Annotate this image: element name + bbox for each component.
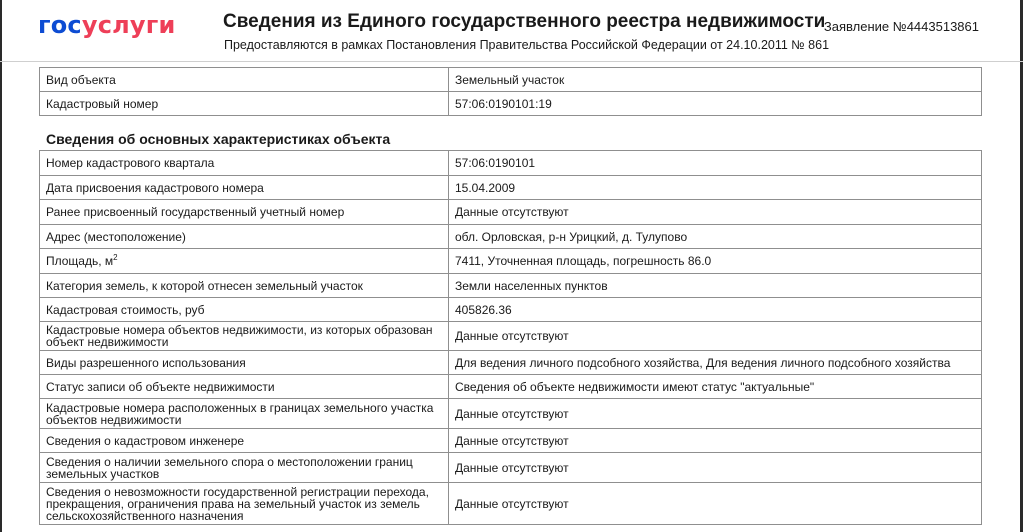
row-value: Земли населенных пунктов	[449, 274, 982, 298]
table-row	[40, 483, 982, 525]
table-row	[40, 151, 982, 176]
row-value: обл. Орловская, р-н Урицкий, д. Тулупово	[449, 225, 982, 249]
row-label: Номер кадастрового квартала	[40, 151, 449, 176]
table-row	[40, 375, 982, 399]
row-label: Адрес (местоположение)	[40, 225, 449, 249]
row-label: Кадастровые номера расположенных в границах земельного участка объектов недвижимости	[40, 399, 449, 429]
area-unit-superscript: 2	[113, 253, 118, 262]
row-label: Кадастровые номера объектов недвижимости, из которых образован объект недвижимости	[40, 322, 449, 351]
row-value: Данные отсутствуют	[449, 322, 982, 351]
row-value: Земельный участок	[449, 68, 982, 92]
row-value: Данные отсутствуют	[449, 483, 982, 525]
table-row	[40, 274, 982, 298]
row-value: 7411, Уточненная площадь, погрешность 86.0	[449, 249, 982, 274]
table-row	[40, 176, 982, 200]
table-row	[40, 92, 982, 116]
row-label: Кадастровый номер	[40, 92, 449, 116]
table-row	[40, 453, 982, 483]
row-value: Данные отсутствуют	[449, 453, 982, 483]
table-row	[40, 322, 982, 351]
header-divider	[0, 61, 1023, 62]
row-value: Сведения об объекте недвижимости имеют статус "актуальные"	[449, 375, 982, 399]
row-value: 57:06:0190101:19	[449, 92, 982, 116]
row-value: Данные отсутствуют	[449, 429, 982, 453]
row-label: Статус записи об объекте недвижимости	[40, 375, 449, 399]
logo-part-gos: гос	[38, 11, 82, 39]
table-row	[40, 399, 982, 429]
row-label: Виды разрешенного использования	[40, 351, 449, 375]
area-label: Площадь, м	[46, 254, 114, 268]
application-number: Заявление №4443513861	[823, 19, 979, 34]
row-value: Данные отсутствуют	[449, 399, 982, 429]
page-frame-left	[0, 0, 2, 532]
table-row	[40, 429, 982, 453]
section-title-characteristics: Сведения об основных характеристиках объекта	[46, 131, 391, 147]
gosuslugi-logo[interactable]	[38, 11, 176, 39]
row-label: Ранее присвоенный государственный учетный номер	[40, 200, 449, 225]
row-label: Кадастровая стоимость, руб	[40, 298, 449, 322]
row-value: 57:06:0190101	[449, 151, 982, 176]
object-table	[39, 67, 982, 116]
table-row	[40, 225, 982, 249]
characteristics-table	[39, 150, 982, 525]
row-label-area	[40, 249, 449, 274]
table-row	[40, 249, 982, 274]
document-subtitle: Предоставляются в рамках Постановления Правительства Российской Федерации от 24.10.2011 № 861	[224, 38, 830, 52]
row-value: 405826.36	[449, 298, 982, 322]
document-header	[0, 0, 1023, 62]
row-value: Данные отсутствуют	[449, 200, 982, 225]
row-value: 15.04.2009	[449, 176, 982, 200]
row-label: Сведения о невозможности государственной регистрации перехода, прекращения, ограничения права на земельный участок из земель сельскохозяйственного назначения	[40, 483, 449, 525]
row-label: Сведения о наличии земельного спора о местоположении границ земельных участков	[40, 453, 449, 483]
table-row	[40, 351, 982, 375]
logo-part-uslugi: услуги	[81, 11, 176, 39]
row-value: Для ведения личного подсобного хозяйства, Для ведения личного подсобного хозяйства	[449, 351, 982, 375]
row-label: Дата присвоения кадастрового номера	[40, 176, 449, 200]
table-row	[40, 68, 982, 92]
table-row	[40, 298, 982, 322]
row-label: Категория земель, к которой отнесен земельный участок	[40, 274, 449, 298]
row-label: Сведения о кадастровом инженере	[40, 429, 449, 453]
document-title: Сведения из Единого государственного реестра недвижимости	[223, 11, 826, 32]
table-row	[40, 200, 982, 225]
row-label: Вид объекта	[40, 68, 449, 92]
